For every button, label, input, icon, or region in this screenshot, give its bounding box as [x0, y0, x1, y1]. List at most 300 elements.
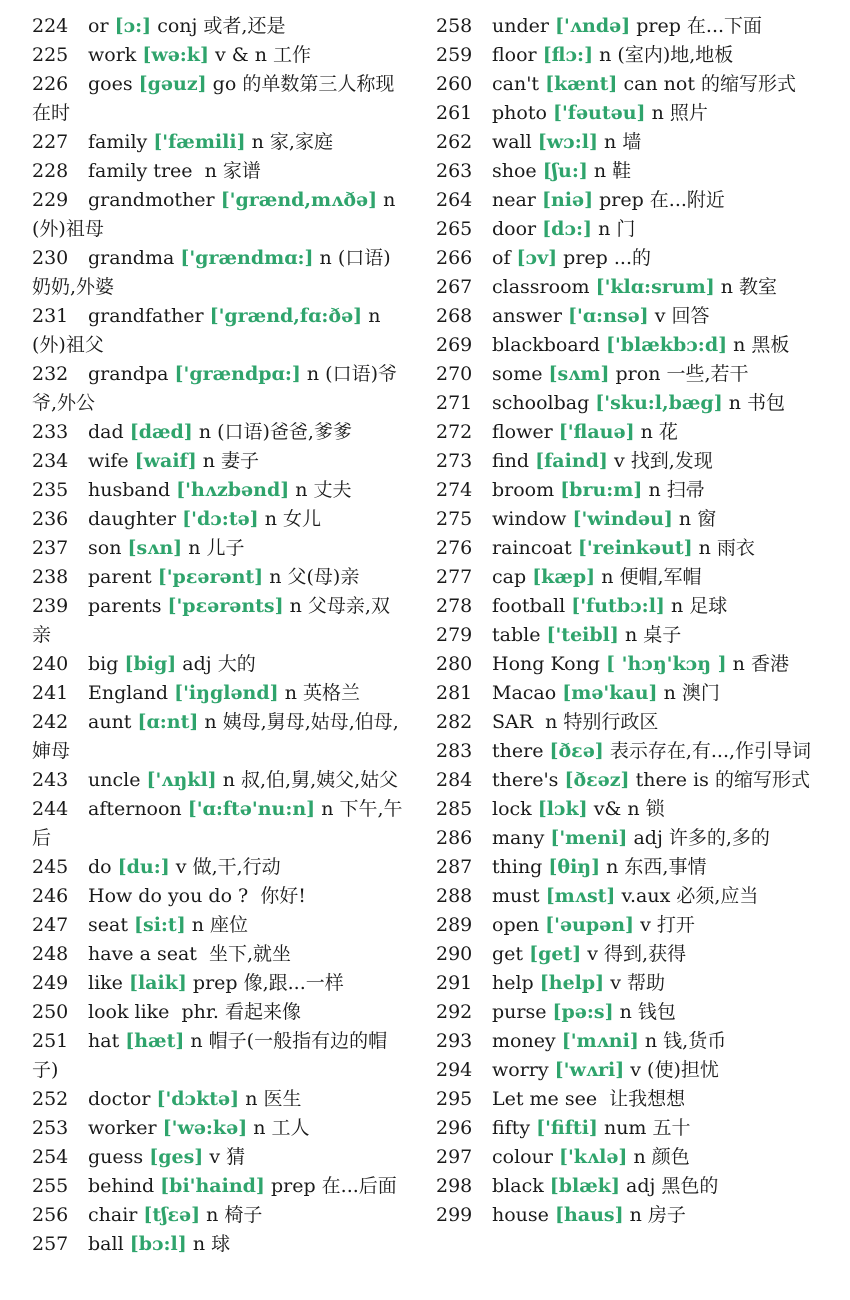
vocab-entry — [32, 186, 404, 244]
entry-word: near — [492, 189, 536, 211]
entry-meaning: n 儿子 — [188, 537, 245, 559]
entry-word: answer — [492, 305, 562, 327]
vocab-entry — [436, 592, 816, 621]
entry-phonetic: [blæk] — [549, 1175, 620, 1197]
entry-number: 272 — [436, 421, 473, 443]
entry-word: family — [88, 131, 148, 153]
vocab-entry — [436, 244, 816, 273]
vocab-entry — [436, 331, 816, 360]
vocab-entry — [32, 1230, 404, 1259]
entry-number: 252 — [32, 1088, 69, 1110]
vocab-entry — [32, 244, 404, 302]
entry-phonetic: [get] — [529, 943, 582, 965]
left-column — [32, 12, 404, 1259]
entry-word: husband — [88, 479, 171, 501]
vocab-entry — [436, 621, 816, 650]
entry-phonetic: ['ɑ:ftə'nu:n] — [187, 798, 316, 820]
entry-word: there — [492, 740, 544, 762]
vocab-entry — [436, 273, 816, 302]
entry-word: Macao — [492, 682, 557, 704]
entry-word: grandfather — [88, 305, 204, 327]
entry-number: 287 — [436, 856, 473, 878]
vocab-entry — [32, 360, 404, 418]
vocab-entry — [32, 12, 404, 41]
entry-phonetic: [mə'kau] — [562, 682, 658, 704]
entry-number: 277 — [436, 566, 473, 588]
entry-number: 225 — [32, 44, 69, 66]
entry-word: lock — [492, 798, 532, 820]
entry-meaning: n 椅子 — [206, 1204, 263, 1226]
entry-meaning: n (外)祖母 — [32, 189, 396, 240]
entry-meaning: n 黑板 — [733, 334, 790, 356]
entry-word: of — [492, 247, 511, 269]
vocab-entry — [32, 476, 404, 505]
entry-number: 286 — [436, 827, 473, 849]
entry-number: 251 — [32, 1030, 69, 1052]
entry-meaning: n 下午,午后 — [32, 798, 403, 849]
entry-number: 241 — [32, 682, 69, 704]
vocab-entry — [32, 70, 404, 128]
entry-phonetic: ['flauə] — [558, 421, 635, 443]
entry-phonetic: [bi'haind] — [160, 1175, 265, 1197]
entry-number: 261 — [436, 102, 473, 124]
entry-phonetic: ['sku:l,bæg] — [595, 392, 723, 414]
entry-word: have a seat — [88, 943, 197, 965]
entry-number: 262 — [436, 131, 473, 153]
vocab-entry — [32, 418, 404, 447]
vocab-entry — [32, 882, 404, 911]
vocab-entry — [436, 476, 816, 505]
entry-meaning: n 妻子 — [202, 450, 260, 472]
vocab-entry — [32, 650, 404, 679]
vocab-entry — [436, 389, 816, 418]
entry-number: 285 — [436, 798, 473, 820]
vocab-entry — [32, 940, 404, 969]
entry-phonetic: [tʃɛə] — [143, 1204, 201, 1226]
entry-number: 232 — [32, 363, 69, 385]
entry-number: 238 — [32, 566, 69, 588]
entry-phonetic: [flɔ:] — [542, 44, 594, 66]
entry-number: 280 — [436, 653, 473, 675]
entry-phonetic: ['grændpɑ:] — [174, 363, 301, 385]
entry-meaning: prep 像,跟...一样 — [192, 972, 344, 994]
entry-word: many — [492, 827, 545, 849]
entry-number: 243 — [32, 769, 69, 791]
entry-word: How do you do ? — [88, 885, 249, 907]
entry-meaning: n 颜色 — [633, 1146, 690, 1168]
entry-word: Hong Kong — [492, 653, 600, 675]
entry-word: parent — [88, 566, 152, 588]
vocab-entry — [436, 12, 816, 41]
entry-phonetic: ['dɔktə] — [156, 1088, 240, 1110]
entry-meaning: 表示存在,有...,作引导词 — [609, 740, 812, 762]
entry-phonetic: [kænt] — [545, 73, 618, 95]
entry-phonetic: ['mʌni] — [561, 1030, 639, 1052]
vocab-entry — [436, 186, 816, 215]
entry-word: guess — [88, 1146, 144, 1168]
entry-meaning: num 五十 — [603, 1117, 691, 1139]
entry-number: 297 — [436, 1146, 473, 1168]
entry-meaning: go 的单数第三人称现在时 — [32, 73, 395, 124]
entry-word: under — [492, 15, 549, 37]
entry-number: 284 — [436, 769, 473, 791]
vocab-entry — [436, 1172, 816, 1201]
entry-word: black — [492, 1175, 544, 1197]
entry-number: 295 — [436, 1088, 473, 1110]
entry-word: daughter — [88, 508, 177, 530]
entry-meaning: n 英格兰 — [284, 682, 360, 704]
entry-phonetic: ['hʌzbənd] — [176, 479, 290, 501]
vocab-entry — [32, 766, 404, 795]
right-column — [436, 12, 816, 1230]
entry-number: 228 — [32, 160, 69, 182]
vocab-entry — [32, 302, 404, 360]
vocab-entry — [436, 940, 816, 969]
vocab-entry — [436, 157, 816, 186]
entry-meaning: n (口语)奶奶,外婆 — [32, 247, 391, 298]
entry-phonetic: ['teibl] — [546, 624, 619, 646]
vocab-entry — [32, 911, 404, 940]
entry-word: some — [492, 363, 543, 385]
entry-number: 298 — [436, 1175, 473, 1197]
entry-meaning: adj 许多的,多的 — [633, 827, 770, 849]
entry-phonetic: [ges] — [149, 1146, 204, 1168]
entry-phonetic: ['reinkəut] — [577, 537, 693, 559]
entry-meaning: n 窗 — [678, 508, 717, 530]
entry-number: 289 — [436, 914, 473, 936]
entry-number: 299 — [436, 1204, 473, 1226]
entry-meaning: n 桌子 — [624, 624, 682, 646]
entry-word: look like — [88, 1001, 170, 1023]
entry-word: help — [492, 972, 534, 994]
vocab-entry — [436, 882, 816, 911]
vocab-entry — [32, 563, 404, 592]
entry-word: table — [492, 624, 541, 646]
entry-number: 226 — [32, 73, 69, 95]
entry-meaning: n 钱,货币 — [644, 1030, 727, 1052]
entry-phonetic: ['fæmili] — [153, 131, 246, 153]
entry-meaning: 坐下,就坐 — [208, 943, 292, 965]
vocab-entry — [436, 70, 816, 99]
entry-number: 227 — [32, 131, 69, 153]
vocab-entry — [436, 1143, 816, 1172]
entry-number: 270 — [436, 363, 473, 385]
entry-meaning: there is 的缩写形式 — [635, 769, 810, 791]
vocab-entry — [32, 708, 404, 766]
vocab-entry — [436, 1085, 816, 1114]
entry-phonetic: ['ʌŋkl] — [146, 769, 217, 791]
entry-word: afternoon — [88, 798, 182, 820]
vocab-entry — [32, 1201, 404, 1230]
vocab-entry — [32, 1027, 404, 1085]
vocab-entry — [436, 505, 816, 534]
entry-word: family tree — [88, 160, 193, 182]
entry-word: raincoat — [492, 537, 572, 559]
entry-phonetic: ['wə:kə] — [162, 1117, 248, 1139]
entry-phonetic: [pə:s] — [552, 1001, 614, 1023]
entry-word: do — [88, 856, 112, 878]
entry-meaning: n 特别行政区 — [545, 711, 659, 733]
entry-word: thing — [492, 856, 543, 878]
entry-meaning: can not 的缩写形式 — [623, 73, 797, 95]
vocab-entry — [436, 708, 816, 737]
entry-phonetic: [ðɛəz] — [564, 769, 630, 791]
entry-word: chair — [88, 1204, 138, 1226]
entry-number: 267 — [436, 276, 473, 298]
entry-meaning: n 座位 — [191, 914, 249, 936]
vocab-entry — [436, 302, 816, 331]
entry-number: 282 — [436, 711, 473, 733]
entry-number: 233 — [32, 421, 69, 443]
entry-phonetic: [ɑ:nt] — [137, 711, 199, 733]
entry-meaning: n 花 — [640, 421, 678, 443]
vocab-entry — [436, 795, 816, 824]
vocab-entry — [32, 128, 404, 157]
entry-word: big — [88, 653, 119, 675]
entry-number: 288 — [436, 885, 473, 907]
entry-word: grandpa — [88, 363, 169, 385]
entry-number: 257 — [32, 1233, 69, 1255]
entry-meaning: n 家谱 — [204, 160, 261, 182]
entry-meaning: v 打开 — [640, 914, 695, 936]
entry-word: ball — [88, 1233, 124, 1255]
entry-number: 291 — [436, 972, 473, 994]
entry-number: 260 — [436, 73, 473, 95]
entry-phonetic: ['futbɔ:l] — [571, 595, 665, 617]
vocab-entry — [436, 911, 816, 940]
entry-phonetic: ['meni] — [550, 827, 628, 849]
entry-word: purse — [492, 1001, 547, 1023]
entry-word: Let me see — [492, 1088, 598, 1110]
entry-meaning: pron 一些,若干 — [615, 363, 749, 385]
entry-phonetic: ['əupən] — [545, 914, 635, 936]
entry-phonetic: [ðɛə] — [549, 740, 604, 762]
entry-number: 296 — [436, 1117, 473, 1139]
entry-phonetic: [ɔ:] — [114, 15, 152, 37]
entry-meaning: n 门 — [598, 218, 636, 240]
entry-meaning: n 鞋 — [593, 160, 632, 182]
entry-phonetic: [kæp] — [532, 566, 596, 588]
entry-word: fifty — [492, 1117, 531, 1139]
vocab-entry — [436, 766, 816, 795]
vocab-entry — [436, 650, 816, 679]
entry-number: 268 — [436, 305, 473, 327]
entry-meaning: n 雨衣 — [698, 537, 755, 559]
entry-phonetic: [mʌst] — [545, 885, 616, 907]
entry-meaning: n 扫帚 — [648, 479, 705, 501]
entry-phonetic: [ʃu:] — [542, 160, 588, 182]
entry-phonetic: [sʌm] — [548, 363, 610, 385]
vocab-entry — [32, 505, 404, 534]
entry-word: wife — [88, 450, 129, 472]
entry-word: behind — [88, 1175, 155, 1197]
entry-phonetic: [du:] — [117, 856, 170, 878]
entry-word: grandmother — [88, 189, 215, 211]
entry-meaning: n 澳门 — [663, 682, 720, 704]
entry-phonetic: ['fifti] — [536, 1117, 598, 1139]
vocab-entry — [32, 1143, 404, 1172]
vocab-entry — [32, 853, 404, 882]
entry-meaning: n 东西,事情 — [606, 856, 707, 878]
entry-meaning: n 姨母,舅母,姑母,伯母,婶母 — [32, 711, 399, 762]
entry-phonetic: ['blækbɔ:d] — [605, 334, 728, 356]
entry-word: doctor — [88, 1088, 151, 1110]
vocab-entry — [32, 41, 404, 70]
entry-number: 255 — [32, 1175, 69, 1197]
vocab-entry — [436, 447, 816, 476]
entry-number: 247 — [32, 914, 69, 936]
entry-number: 275 — [436, 508, 473, 530]
entry-meaning: v (使)担忧 — [630, 1059, 719, 1081]
entry-word: worry — [492, 1059, 549, 1081]
vocab-entry — [32, 1085, 404, 1114]
entry-word: wall — [492, 131, 532, 153]
entry-word: money — [492, 1030, 556, 1052]
entry-meaning: n 房子 — [629, 1204, 686, 1226]
vocab-entry — [436, 998, 816, 1027]
vocab-entry — [436, 360, 816, 389]
entry-phonetic: ['dɔ:tə] — [182, 508, 259, 530]
entry-meaning: n 钱包 — [619, 1001, 676, 1023]
entry-number: 256 — [32, 1204, 69, 1226]
entry-meaning: prep 在...下面 — [636, 15, 763, 37]
entry-number: 244 — [32, 798, 69, 820]
entry-phonetic: ['windəu] — [572, 508, 673, 530]
entry-number: 258 — [436, 15, 473, 37]
entry-phonetic: ['grænd,mʌðə] — [220, 189, 378, 211]
entry-word: broom — [492, 479, 555, 501]
entry-number: 236 — [32, 508, 69, 530]
vocab-entry — [32, 534, 404, 563]
entry-word: find — [492, 450, 530, 472]
entry-word: house — [492, 1204, 549, 1226]
entry-phonetic: [si:t] — [134, 914, 186, 936]
entry-phonetic: ['ɑ:nsə] — [567, 305, 649, 327]
entry-number: 266 — [436, 247, 473, 269]
entry-word: goes — [88, 73, 133, 95]
vocab-entry — [436, 99, 816, 128]
entry-meaning: n 香港 — [732, 653, 789, 675]
entry-meaning: conj 或者,还是 — [157, 15, 286, 37]
entry-number: 239 — [32, 595, 69, 617]
entry-phonetic: [niə] — [541, 189, 594, 211]
entry-word: there's — [492, 769, 559, 791]
entry-word: cap — [492, 566, 527, 588]
entry-phonetic: [waif] — [134, 450, 197, 472]
entry-number: 234 — [32, 450, 69, 472]
entry-phonetic: [bɔ:l] — [129, 1233, 187, 1255]
entry-phonetic: ['grænd,fɑ:ðə] — [209, 305, 363, 327]
entry-phonetic: [laik] — [128, 972, 187, 994]
entry-word: classroom — [492, 276, 590, 298]
entry-word: aunt — [88, 711, 132, 733]
vocab-entry — [32, 447, 404, 476]
entry-phonetic: ['pɛərənts] — [167, 595, 284, 617]
entry-word: grandma — [88, 247, 175, 269]
entry-word: door — [492, 218, 537, 240]
vocab-entry — [32, 1114, 404, 1143]
entry-number: 278 — [436, 595, 473, 617]
entry-number: 237 — [32, 537, 69, 559]
entry-word: flower — [492, 421, 553, 443]
entry-meaning: 你好! — [260, 885, 306, 907]
entry-meaning: v 找到,发现 — [613, 450, 713, 472]
entry-number: 283 — [436, 740, 473, 762]
entry-number: 224 — [32, 15, 69, 37]
entry-meaning: 让我想想 — [609, 1088, 686, 1110]
entry-phonetic: [big] — [124, 653, 177, 675]
entry-word: uncle — [88, 769, 141, 791]
entry-number: 274 — [436, 479, 473, 501]
entry-number: 240 — [32, 653, 69, 675]
entry-meaning: n 父母亲,双亲 — [32, 595, 390, 646]
entry-meaning: n 便帽,军帽 — [601, 566, 702, 588]
entry-phonetic: [lɔk] — [537, 798, 588, 820]
entry-meaning: n 帽子(一般指有边的帽子) — [32, 1030, 388, 1081]
entry-word: colour — [492, 1146, 553, 1168]
vocab-entry — [436, 128, 816, 157]
entry-meaning: n 丈夫 — [295, 479, 352, 501]
vocab-entry — [436, 737, 816, 766]
entry-word: seat — [88, 914, 128, 936]
entry-phonetic: [sʌn] — [127, 537, 183, 559]
entry-word: open — [492, 914, 540, 936]
entry-number: 230 — [32, 247, 69, 269]
entry-phonetic: [ɔv] — [516, 247, 558, 269]
entry-word: football — [492, 595, 566, 617]
vocab-entry — [436, 418, 816, 447]
entry-meaning: v 得到,获得 — [587, 943, 687, 965]
entry-phonetic: [haus] — [554, 1204, 624, 1226]
entry-word: shoe — [492, 160, 537, 182]
entry-meaning: v 做,干,行动 — [175, 856, 281, 878]
entry-number: 273 — [436, 450, 473, 472]
vocab-entry — [436, 679, 816, 708]
vocab-entry — [436, 215, 816, 244]
vocab-entry — [436, 1056, 816, 1085]
entry-word: worker — [88, 1117, 157, 1139]
vocab-entry — [32, 592, 404, 650]
entry-phonetic: [hæt] — [125, 1030, 185, 1052]
entry-meaning: adj 大的 — [182, 653, 256, 675]
entry-word: SAR — [492, 711, 534, 733]
entry-meaning: n 父(母)亲 — [269, 566, 360, 588]
entry-word: work — [88, 44, 137, 66]
vocab-entry — [436, 1114, 816, 1143]
entry-phonetic: ['fəutəu] — [552, 102, 646, 124]
entry-meaning: prep ...的 — [563, 247, 651, 269]
entry-meaning: n 足球 — [670, 595, 728, 617]
entry-number: 292 — [436, 1001, 473, 1023]
vocab-entry — [436, 1201, 816, 1230]
entry-number: 279 — [436, 624, 473, 646]
entry-number: 245 — [32, 856, 69, 878]
vocab-entry — [32, 795, 404, 853]
vocab-entry — [32, 998, 404, 1027]
entry-meaning: n 墙 — [603, 131, 642, 153]
entry-phonetic: [ 'hɔŋ'kɔŋ ] — [606, 653, 727, 675]
entry-phonetic: ['klɑ:srum] — [595, 276, 715, 298]
entry-number: 248 — [32, 943, 69, 965]
entry-word: window — [492, 508, 567, 530]
entry-number: 269 — [436, 334, 473, 356]
vocab-entry — [32, 1172, 404, 1201]
entry-word: must — [492, 885, 540, 907]
entry-word: like — [88, 972, 123, 994]
entry-meaning: n 工人 — [253, 1117, 310, 1139]
entry-meaning: n 女儿 — [264, 508, 321, 530]
entry-meaning: v.aux 必须,应当 — [621, 885, 759, 907]
